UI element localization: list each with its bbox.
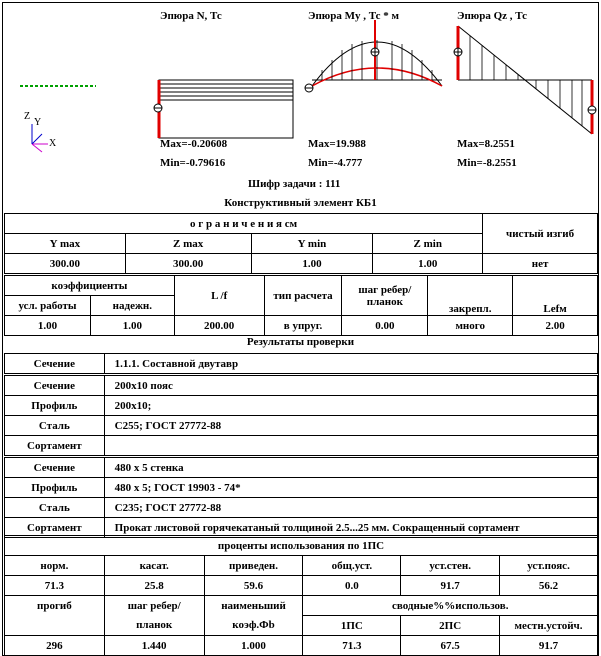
row-label: Сечение bbox=[5, 375, 105, 396]
usage-val: 71.3 bbox=[303, 636, 401, 656]
pure-bending-label: чистый изгиб bbox=[483, 214, 598, 254]
diagram-qz-max: Max=8.2551 bbox=[457, 138, 515, 150]
row-value: 200x10 пояс bbox=[104, 375, 597, 396]
usage-val: 56.2 bbox=[500, 576, 598, 596]
usage-val: 1.000 bbox=[204, 636, 303, 656]
row-label: Сортамент bbox=[5, 518, 105, 538]
axis-x-label: X bbox=[49, 138, 57, 149]
val-lef: 2.00 bbox=[513, 316, 598, 336]
usage-val: 1.440 bbox=[104, 636, 204, 656]
col-calc-type: тип расчета bbox=[264, 276, 342, 316]
val-ymin: 1.00 bbox=[251, 254, 373, 274]
row-value: 1.1.1. Составной двутавр bbox=[104, 354, 597, 375]
row-label: Сечение bbox=[5, 354, 105, 375]
row-label: Профиль bbox=[5, 478, 105, 498]
row-label: Сортамент bbox=[5, 436, 105, 457]
summary-header: сводные%%использов. bbox=[303, 596, 598, 616]
row-value: 200x10; bbox=[104, 396, 597, 416]
col-work-cond: усл. работы bbox=[5, 296, 91, 316]
diagram-n-min: Min=-0.79616 bbox=[160, 157, 226, 169]
val-zmin: 1.00 bbox=[373, 254, 483, 274]
usage-col: планок bbox=[104, 616, 204, 636]
usage-val: 296 bbox=[5, 636, 105, 656]
usage-col: наименьший bbox=[204, 596, 303, 616]
usage-val: 91.7 bbox=[401, 576, 500, 596]
col-lef: Lefм bbox=[513, 276, 598, 316]
coeffs-header: коэффициенты bbox=[5, 276, 175, 296]
row-label: Сечение bbox=[5, 457, 105, 478]
val-work-cond: 1.00 bbox=[5, 316, 91, 336]
diagram-qz-min: Min=-8.2551 bbox=[457, 157, 517, 169]
row-value: С255; ГОСТ 27772-88 bbox=[104, 416, 597, 436]
coeffs-table bbox=[4, 275, 598, 336]
usage-col: касат. bbox=[104, 556, 204, 576]
row-value: 480 x 5 стенка bbox=[104, 457, 597, 478]
row-label: Профиль bbox=[5, 396, 105, 416]
usage-col: норм. bbox=[5, 556, 105, 576]
row-value: С235; ГОСТ 27772-88 bbox=[104, 498, 597, 518]
usage-val: 0.0 bbox=[303, 576, 401, 596]
usage-val: 25.8 bbox=[104, 576, 204, 596]
val-pure-bending: нет bbox=[483, 254, 598, 274]
summary-col: местн.устойч. bbox=[500, 616, 598, 636]
usage-title: проценты использования по 1ПС bbox=[5, 536, 598, 556]
limits-header: о г р а н и ч е н и я см bbox=[5, 214, 483, 234]
empty-cell bbox=[5, 616, 105, 636]
diagram-my-title: Эпюра My , Тс * м bbox=[308, 10, 399, 22]
diagram-my-min: Min=-4.777 bbox=[308, 157, 363, 169]
usage-col: прогиб bbox=[5, 596, 105, 616]
diagram-qz-title: Эпюра Qz , Тс bbox=[457, 10, 528, 22]
col-ymin: Y min bbox=[251, 234, 373, 254]
row-value: 480 x 5; ГОСТ 19903 - 74* bbox=[104, 478, 597, 498]
usage-val: 67.5 bbox=[401, 636, 500, 656]
val-ymax: 300.00 bbox=[5, 254, 126, 274]
summary-col: 1ПС bbox=[303, 616, 401, 636]
usage-val: 91.7 bbox=[500, 636, 598, 656]
usage-table bbox=[4, 535, 598, 656]
task-cipher: Шифр задачи : 111 bbox=[248, 178, 341, 190]
row-value bbox=[104, 436, 597, 457]
val-reliability: 1.00 bbox=[90, 316, 174, 336]
axis-y-label: Y bbox=[34, 117, 42, 128]
col-ymax: Y max bbox=[5, 234, 126, 254]
val-rib-step: 0.00 bbox=[342, 316, 428, 336]
val-calc-type: в упруг. bbox=[264, 316, 342, 336]
diagram-n-max: Max=-0.20608 bbox=[160, 138, 228, 150]
usage-col: шаг ребер/ bbox=[104, 596, 204, 616]
row-value: Прокат листовой горячекатаный толщиной 2.5...25 мм. Сокращенный сортамент bbox=[104, 518, 597, 538]
element-title: Конструктивный элемент КБ1 bbox=[224, 197, 377, 209]
results-title: Результаты проверки bbox=[246, 336, 355, 348]
summary-col: 2ПС bbox=[401, 616, 500, 636]
diagram-qz bbox=[450, 22, 600, 142]
section-table bbox=[4, 353, 598, 538]
usage-col: уст.стен. bbox=[401, 556, 500, 576]
usage-val: 71.3 bbox=[5, 576, 105, 596]
limits-table bbox=[4, 213, 598, 274]
col-zmax: Z max bbox=[125, 234, 251, 254]
diagram-my bbox=[302, 20, 450, 100]
row-label: Сталь bbox=[5, 416, 105, 436]
row-label: Сталь bbox=[5, 498, 105, 518]
val-zmax: 300.00 bbox=[125, 254, 251, 274]
col-lf: L /f bbox=[174, 276, 264, 316]
val-fixing: много bbox=[428, 316, 513, 336]
usage-col: общ.уст. bbox=[303, 556, 401, 576]
col-reliability: надежн. bbox=[90, 296, 174, 316]
col-fixing: закрепл. bbox=[428, 276, 513, 316]
usage-col: уст.пояс. bbox=[500, 556, 598, 576]
diagram-n-title: Эпюра N, Тс bbox=[160, 10, 222, 22]
diagram-n bbox=[150, 72, 300, 142]
usage-col: приведен. bbox=[204, 556, 303, 576]
axis-z-label: Z bbox=[24, 111, 31, 122]
col-rib-step: шаг ребер/ планок bbox=[342, 276, 428, 316]
col-zmin: Z min bbox=[373, 234, 483, 254]
usage-val: 59.6 bbox=[204, 576, 303, 596]
diagram-my-max: Max=19.988 bbox=[308, 138, 366, 150]
val-lf: 200.00 bbox=[174, 316, 264, 336]
usage-col: коэф.Фb bbox=[204, 616, 303, 636]
